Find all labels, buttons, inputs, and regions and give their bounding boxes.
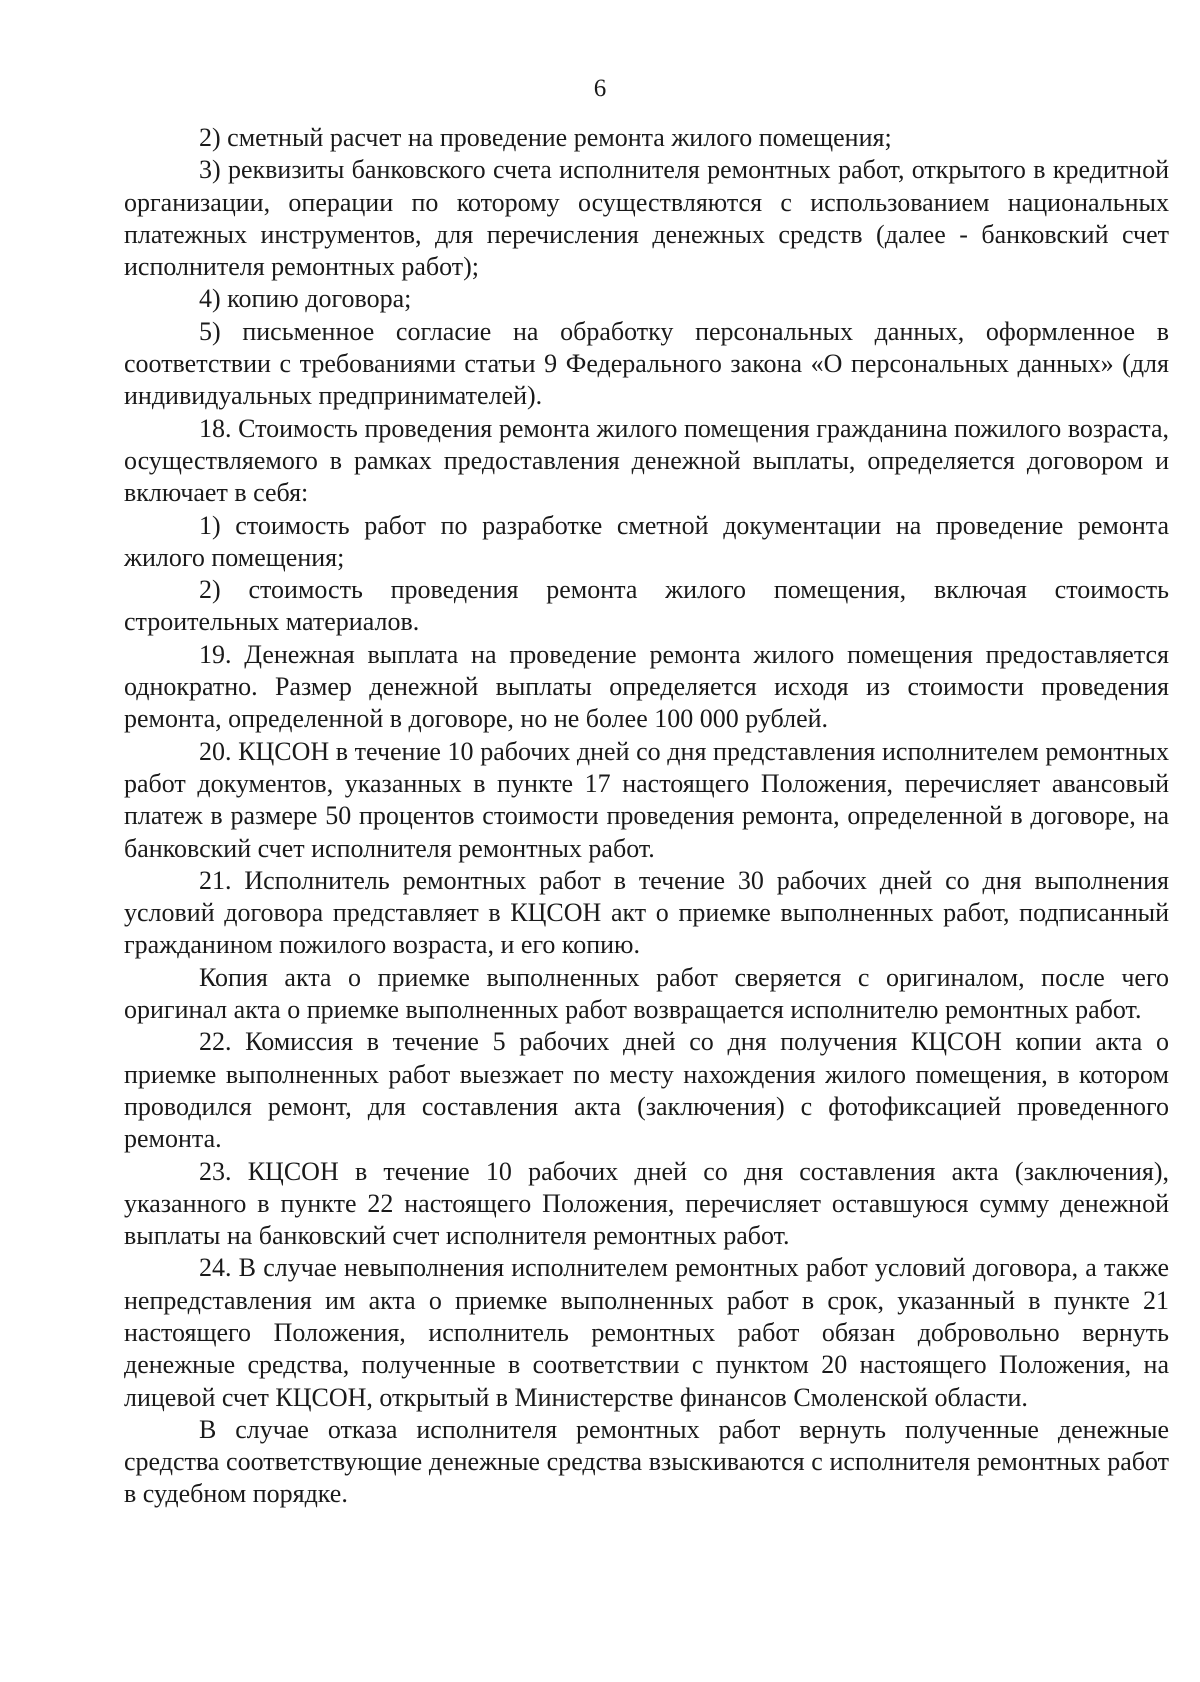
clause-21: 21. Исполнитель ремонтных работ в течение 30 рабочих дней со дня выполнения условий договора представляет в КЦСОН акт о приемке выполненных работ, подписанный гражданином пожилого возраста, и его копию.: [124, 865, 1169, 960]
clause-24-continuation: В случае отказа исполнителя ремонтных работ вернуть полученные денежные средства соответствующие денежные средства взыскиваются с исполнителя ремонтных работ в судебном порядке.: [124, 1414, 1169, 1509]
clause-18-item-1: 1) стоимость работ по разработке сметной документации на проведение ремонта жилого помещения;: [124, 510, 1169, 572]
list-item-4-contract-copy: 4) копию договора;: [199, 284, 412, 314]
list-item-5-consent: 5) письменное согласие на обработку персональных данных, оформленное в соответствии с требованиями статьи 9 Федерального закона «О персональных данных» (для индивидуальных предпринимателей).: [124, 316, 1169, 411]
clause-24: 24. В случае невыполнения исполнителем ремонтных работ условий договора, а также непредставления им акта о приемке выполненных работ в срок, указанный в пункте 21 настоящего Положения, исполнитель ремонтных работ обязан добровольно вернуть денежные средства, полученные в соответствии с пунктом 20 настоящего Положения, на лицевой счет КЦСОН, открытый в Министерстве финансов Смоленской области.: [124, 1253, 1169, 1412]
clause-22: 22. Комиссия в течение 5 рабочих дней со дня получения КЦСОН копии акта о приемке выполненных работ выезжает по месту нахождения жилого помещения, в котором проводился ремонт, для составления акта (заключения) с фотофиксацией проведенного ремонта.: [124, 1027, 1169, 1154]
clause-21-continuation: Копия акта о приемке выполненных работ сверяется с оригиналом, после чего оригинал акта о приемке выполненных работ возвращается исполнителю ремонтных работ.: [124, 962, 1169, 1025]
clause-18-item-2: 2) стоимость проведения ремонта жилого помещения, включая стоимость строительных материалов.: [124, 575, 1169, 637]
document-body: [124, 122, 1169, 1511]
list-item-3-bank-details: 3) реквизиты банковского счета исполнителя ремонтных работ, открытого в кредитной организации, операции по которому осуществляются с использованием национальных платежных инструментов, для перечисления денежных средств (далее - банковский счет исполнителя ремонтных работ);: [124, 155, 1169, 282]
list-item-2-estimate: 2) сметный расчет на проведение ремонта жилого помещения;: [199, 123, 892, 152]
page-number: 6: [593, 75, 607, 102]
clause-19: 19. Денежная выплата на проведение ремонта жилого помещения предоставляется однократно. Размер денежной выплаты определяется исходя из стоимости проведения ремонта, определенной в договоре, но не более 100 000 рублей.: [124, 639, 1169, 734]
clause-18: 18. Стоимость проведения ремонта жилого помещения гражданина пожилого возраста, осуществляемого в рамках предоставления денежной выплаты, определяется договором и включает в себя:: [124, 413, 1169, 508]
clause-23: 23. КЦСОН в течение 10 рабочих дней со дня составления акта (заключения), указанного в пункте 22 настоящего Положения, перечисляет оставшуюся сумму денежной выплаты на банковский счет исполнителя ремонтных работ.: [124, 1156, 1169, 1251]
clause-20: 20. КЦСОН в течение 10 рабочих дней со дня представления исполнителем ремонтных работ документов, указанных в пункте 17 настоящего Положения, перечисляет авансовый платеж в размере 50 процентов стоимости проведения ремонта, определенной в договоре, на банковский счет исполнителя ремонтных работ.: [124, 736, 1169, 863]
